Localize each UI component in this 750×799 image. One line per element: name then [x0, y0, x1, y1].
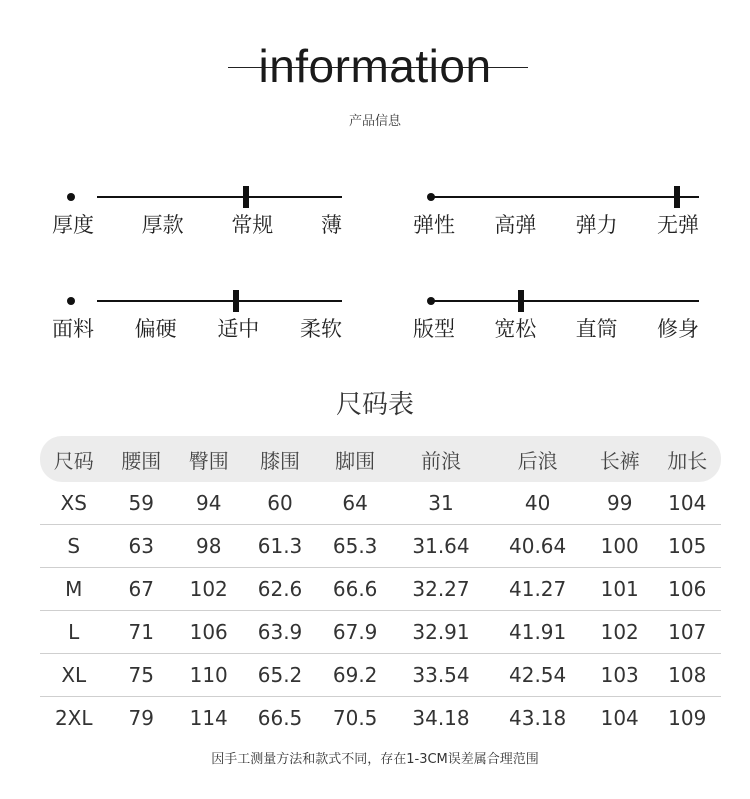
table-header: 脚围	[335, 448, 376, 473]
table-row	[40, 654, 721, 697]
size-table	[40, 436, 721, 739]
table-cell: 99	[586, 482, 653, 525]
scale-label: 版型	[413, 317, 455, 341]
table-cell: 65.2	[242, 654, 317, 697]
table-cell: 106	[653, 568, 721, 611]
thickness-scale	[52, 185, 342, 255]
scale-label: 面料	[52, 317, 94, 341]
table-row	[40, 697, 721, 740]
table-header: 臀围	[188, 448, 229, 473]
scale-option: 常规	[231, 213, 274, 237]
table-cell: 107	[653, 611, 721, 654]
measurement-note: 因手工测量方法和款式不同，存在1-3CM误差属合理范围	[211, 752, 539, 767]
scale-option: 直筒	[575, 317, 618, 341]
table-header: 尺码	[53, 448, 94, 473]
table-cell: XS	[40, 482, 107, 525]
table-cell: 114	[189, 706, 228, 730]
scale-option: 薄	[320, 213, 342, 237]
scale-option: 修身	[656, 317, 699, 341]
table-cell: 67.9	[318, 611, 393, 654]
table-header-row	[40, 436, 721, 482]
table-row	[40, 482, 721, 525]
table-cell: 105	[653, 525, 721, 568]
table-cell: 75	[107, 654, 174, 697]
table-cell: 104	[653, 482, 721, 525]
table-cell: 31.64	[393, 525, 490, 568]
table-cell: 104	[600, 706, 639, 730]
table-cell: M	[40, 568, 107, 611]
table-cell: 110	[175, 654, 242, 697]
fabric-scale	[52, 289, 342, 359]
table-cell: S	[40, 525, 107, 568]
fit-scale	[413, 289, 699, 359]
table-cell: 41.27	[489, 568, 586, 611]
table-cell: 62.6	[242, 568, 317, 611]
table-cell: 42.54	[489, 654, 586, 697]
scale-option: 柔软	[299, 317, 342, 341]
scale-option: 高弹	[494, 213, 537, 237]
table-cell: 40.64	[489, 525, 586, 568]
elasticity-scale	[413, 185, 699, 255]
table-cell: 101	[586, 568, 653, 611]
scale-option: 无弹	[656, 213, 699, 237]
table-cell: 103	[586, 654, 653, 697]
scale-option: 厚款	[141, 213, 184, 237]
table-cell: 32.91	[393, 611, 490, 654]
scale-label: 弹性	[413, 213, 455, 237]
table-row	[40, 525, 721, 568]
table-header: 加长	[667, 448, 708, 473]
scale-option: 适中	[217, 317, 260, 341]
table-cell: 108	[653, 654, 721, 697]
table-cell: 63	[107, 525, 174, 568]
table-cell: 94	[175, 482, 242, 525]
table-header: 腰围	[121, 448, 162, 473]
scale-track	[97, 196, 342, 198]
table-cell: 32.27	[393, 568, 490, 611]
table-cell: 102	[586, 611, 653, 654]
table-cell: 64	[318, 482, 393, 525]
table-cell: 31	[393, 482, 490, 525]
table-cell: 109	[668, 706, 707, 730]
page-title: information	[258, 40, 492, 92]
scale-start-dot	[67, 297, 75, 305]
page-subtitle: 产品信息	[348, 114, 401, 129]
table-cell: 66.6	[318, 568, 393, 611]
scale-marker	[518, 290, 524, 312]
table-cell: 102	[175, 568, 242, 611]
table-cell: 79	[128, 706, 154, 730]
table-cell: 60	[242, 482, 317, 525]
table-row	[40, 611, 721, 654]
table-cell: 65.3	[318, 525, 393, 568]
table-cell: 33.54	[393, 654, 490, 697]
table-cell: 70.5	[332, 706, 378, 730]
table-cell: 71	[107, 611, 174, 654]
table-cell: 40	[489, 482, 586, 525]
table-cell: 34.18	[412, 706, 470, 730]
table-cell: 41.91	[489, 611, 586, 654]
table-cell: 106	[175, 611, 242, 654]
table-cell: 66.5	[257, 706, 303, 730]
scale-option: 弹力	[575, 213, 618, 237]
table-header: 长裤	[599, 448, 640, 473]
table-cell: XL	[40, 654, 107, 697]
scale-start-dot	[67, 193, 75, 201]
table-cell: 67	[107, 568, 174, 611]
scale-marker	[243, 186, 249, 208]
table-cell: 69.2	[318, 654, 393, 697]
table-header: 后浪	[517, 448, 558, 473]
scale-label: 厚度	[52, 213, 94, 237]
table-cell: 100	[586, 525, 653, 568]
size-chart-title: 尺码表	[335, 390, 414, 420]
table-cell: 63.9	[242, 611, 317, 654]
table-cell: 43.18	[509, 706, 567, 730]
table-cell: 59	[107, 482, 174, 525]
scale-marker	[674, 186, 680, 208]
table-header: 前浪	[421, 448, 462, 473]
scale-track	[97, 300, 342, 302]
table-cell: 2XL	[54, 706, 93, 730]
table-cell: 61.3	[242, 525, 317, 568]
scale-marker	[233, 290, 239, 312]
scale-track	[433, 196, 699, 198]
scale-option: 宽松	[494, 317, 537, 341]
table-cell: 98	[175, 525, 242, 568]
title-block	[0, 38, 750, 98]
table-row	[40, 568, 721, 611]
table-cell: L	[40, 611, 107, 654]
table-header: 膝围	[260, 448, 301, 473]
scale-option: 偏硬	[134, 317, 177, 341]
scale-track	[433, 300, 699, 302]
